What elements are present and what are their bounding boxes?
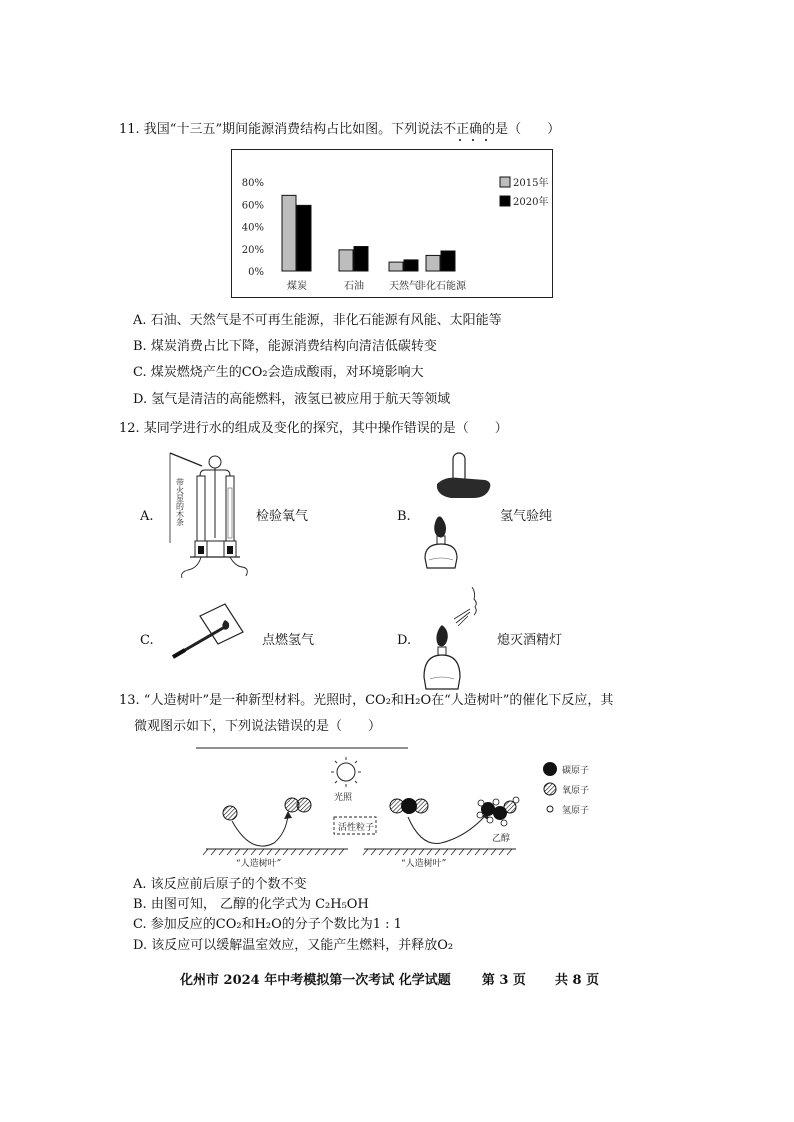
- x-category-label: 煤炭: [287, 281, 307, 292]
- sun-icon: [331, 757, 361, 787]
- artificial-leaf-diagram: [196, 745, 616, 870]
- bar-2015-2: [389, 262, 403, 271]
- y-tick-label: 0%: [248, 267, 264, 278]
- blow-out-lamp-figure: [412, 585, 502, 693]
- q11-stem-suffix: 的是（ ）: [482, 122, 561, 137]
- q12-option-b-caption: 氢气验纯: [500, 509, 553, 524]
- q13-option-b: B. 由图可知， 乙醇的化学式为 C₂H₅OH: [133, 897, 369, 912]
- q12-option-b-letter: B.: [397, 509, 411, 524]
- legend-hydrogen: 氢原子: [562, 806, 590, 816]
- footer-page: 第 3 页: [481, 973, 526, 988]
- q12-option-c-letter: C.: [140, 633, 154, 648]
- q13-stem-line2: 微观图示如下，下列说法错误的是（ ）: [134, 719, 382, 734]
- carbon-atom-legend-icon: [543, 762, 557, 776]
- y-tick-label: 20%: [241, 244, 264, 256]
- q11-stem-emphasis: 不正确: [443, 122, 483, 137]
- emphasis-dots: [455, 139, 495, 143]
- light-label: 光照: [334, 793, 353, 803]
- hydrogen-atom-legend-icon: [547, 806, 553, 812]
- footer: [180, 969, 599, 988]
- bar-2015-0: [282, 195, 296, 271]
- x-category-label: 非化石能源: [416, 281, 466, 292]
- bar-2015-1: [339, 250, 353, 271]
- bar-2020-2: [404, 260, 418, 271]
- q11-option-a: A. 石油、天然气是不可再生能源，非化石能源有风能、太阳能等: [133, 313, 502, 328]
- q12-option-c-caption: 点燃氢气: [262, 633, 315, 648]
- ethanol-molecule: [477, 797, 519, 826]
- legend-oxygen: 氧原子: [562, 786, 590, 796]
- stick-label: 带火星的木条: [175, 478, 185, 526]
- legend-label: 2020年: [513, 197, 549, 208]
- bar-2020-3: [441, 251, 455, 271]
- q11-stem: [119, 122, 560, 138]
- q11-option-d: D. 氢气是清洁的高能燃料，液氢已被应用于航天等领域: [133, 392, 451, 407]
- electrolysis-apparatus-figure: [160, 448, 260, 583]
- legend-label: 2015年: [513, 178, 549, 189]
- bar-2020-0: [297, 205, 311, 271]
- y-tick-label: 60%: [241, 200, 264, 212]
- x-category-label: 天然气: [389, 281, 419, 292]
- q12-stem: 12. 某同学进行水的组成及变化的探究，其中操作错误的是（ ）: [119, 421, 508, 436]
- q11-option-b: B. 煤炭消费占比下降，能源消费结构向清洁低碳转变: [133, 339, 437, 354]
- bar-2020-1: [354, 247, 368, 271]
- ethanol-label: 乙醇: [492, 834, 511, 844]
- ignite-hydrogen-figure: [165, 602, 260, 662]
- q12-option-a-letter: A.: [140, 509, 154, 524]
- active-particle-label: 活性粒子: [338, 823, 375, 833]
- oxygen-atom-legend-icon: [544, 783, 556, 795]
- legend-swatch: [500, 196, 510, 206]
- footer-title: 化州市 2024 年中考模拟第一次考试 化学试题: [180, 973, 451, 988]
- q13-stem-line1: 13. “人造树叶”是一种新型材料。光照时，CO₂和H₂O在“人造树叶”的催化下反应，其: [119, 693, 614, 708]
- legend-swatch: [500, 177, 510, 187]
- q11-stem-prefix: 11. 我国“十三五”期间能源消费结构占比如图。下列说法: [119, 122, 444, 137]
- q13-option-a: A. 该反应前后原子的个数不变: [133, 877, 307, 892]
- y-tick-label: 40%: [241, 222, 264, 234]
- footer-total: 共 8 页: [555, 973, 600, 988]
- x-category-label: 石油: [344, 281, 364, 292]
- leaf-label-left: “人造树叶”: [236, 859, 282, 869]
- q13-option-c: C. 参加反应的CO₂和H₂O的分子个数比为1 : 1: [133, 917, 402, 932]
- q12-option-a-caption: 检验氧气: [256, 509, 309, 524]
- hydrogen-purity-test-figure: [415, 448, 500, 578]
- leaf-label-right: “人造树叶”: [401, 859, 447, 869]
- q11-option-c: C. 煤炭燃烧产生的CO₂会造成酸雨，对环境影响大: [133, 365, 424, 380]
- q13-option-d: D. 该反应可以缓解温室效应，又能产生燃料，并释放O₂: [133, 938, 454, 953]
- q12-option-d-letter: D.: [397, 633, 412, 648]
- energy-chart-frame: [231, 149, 553, 298]
- energy-chart: [232, 150, 552, 297]
- bar-2015-3: [426, 255, 440, 271]
- legend-carbon: 碳原子: [562, 766, 590, 776]
- y-tick-label: 80%: [241, 178, 264, 189]
- q12-option-d-caption: 熄灭酒精灯: [497, 633, 563, 648]
